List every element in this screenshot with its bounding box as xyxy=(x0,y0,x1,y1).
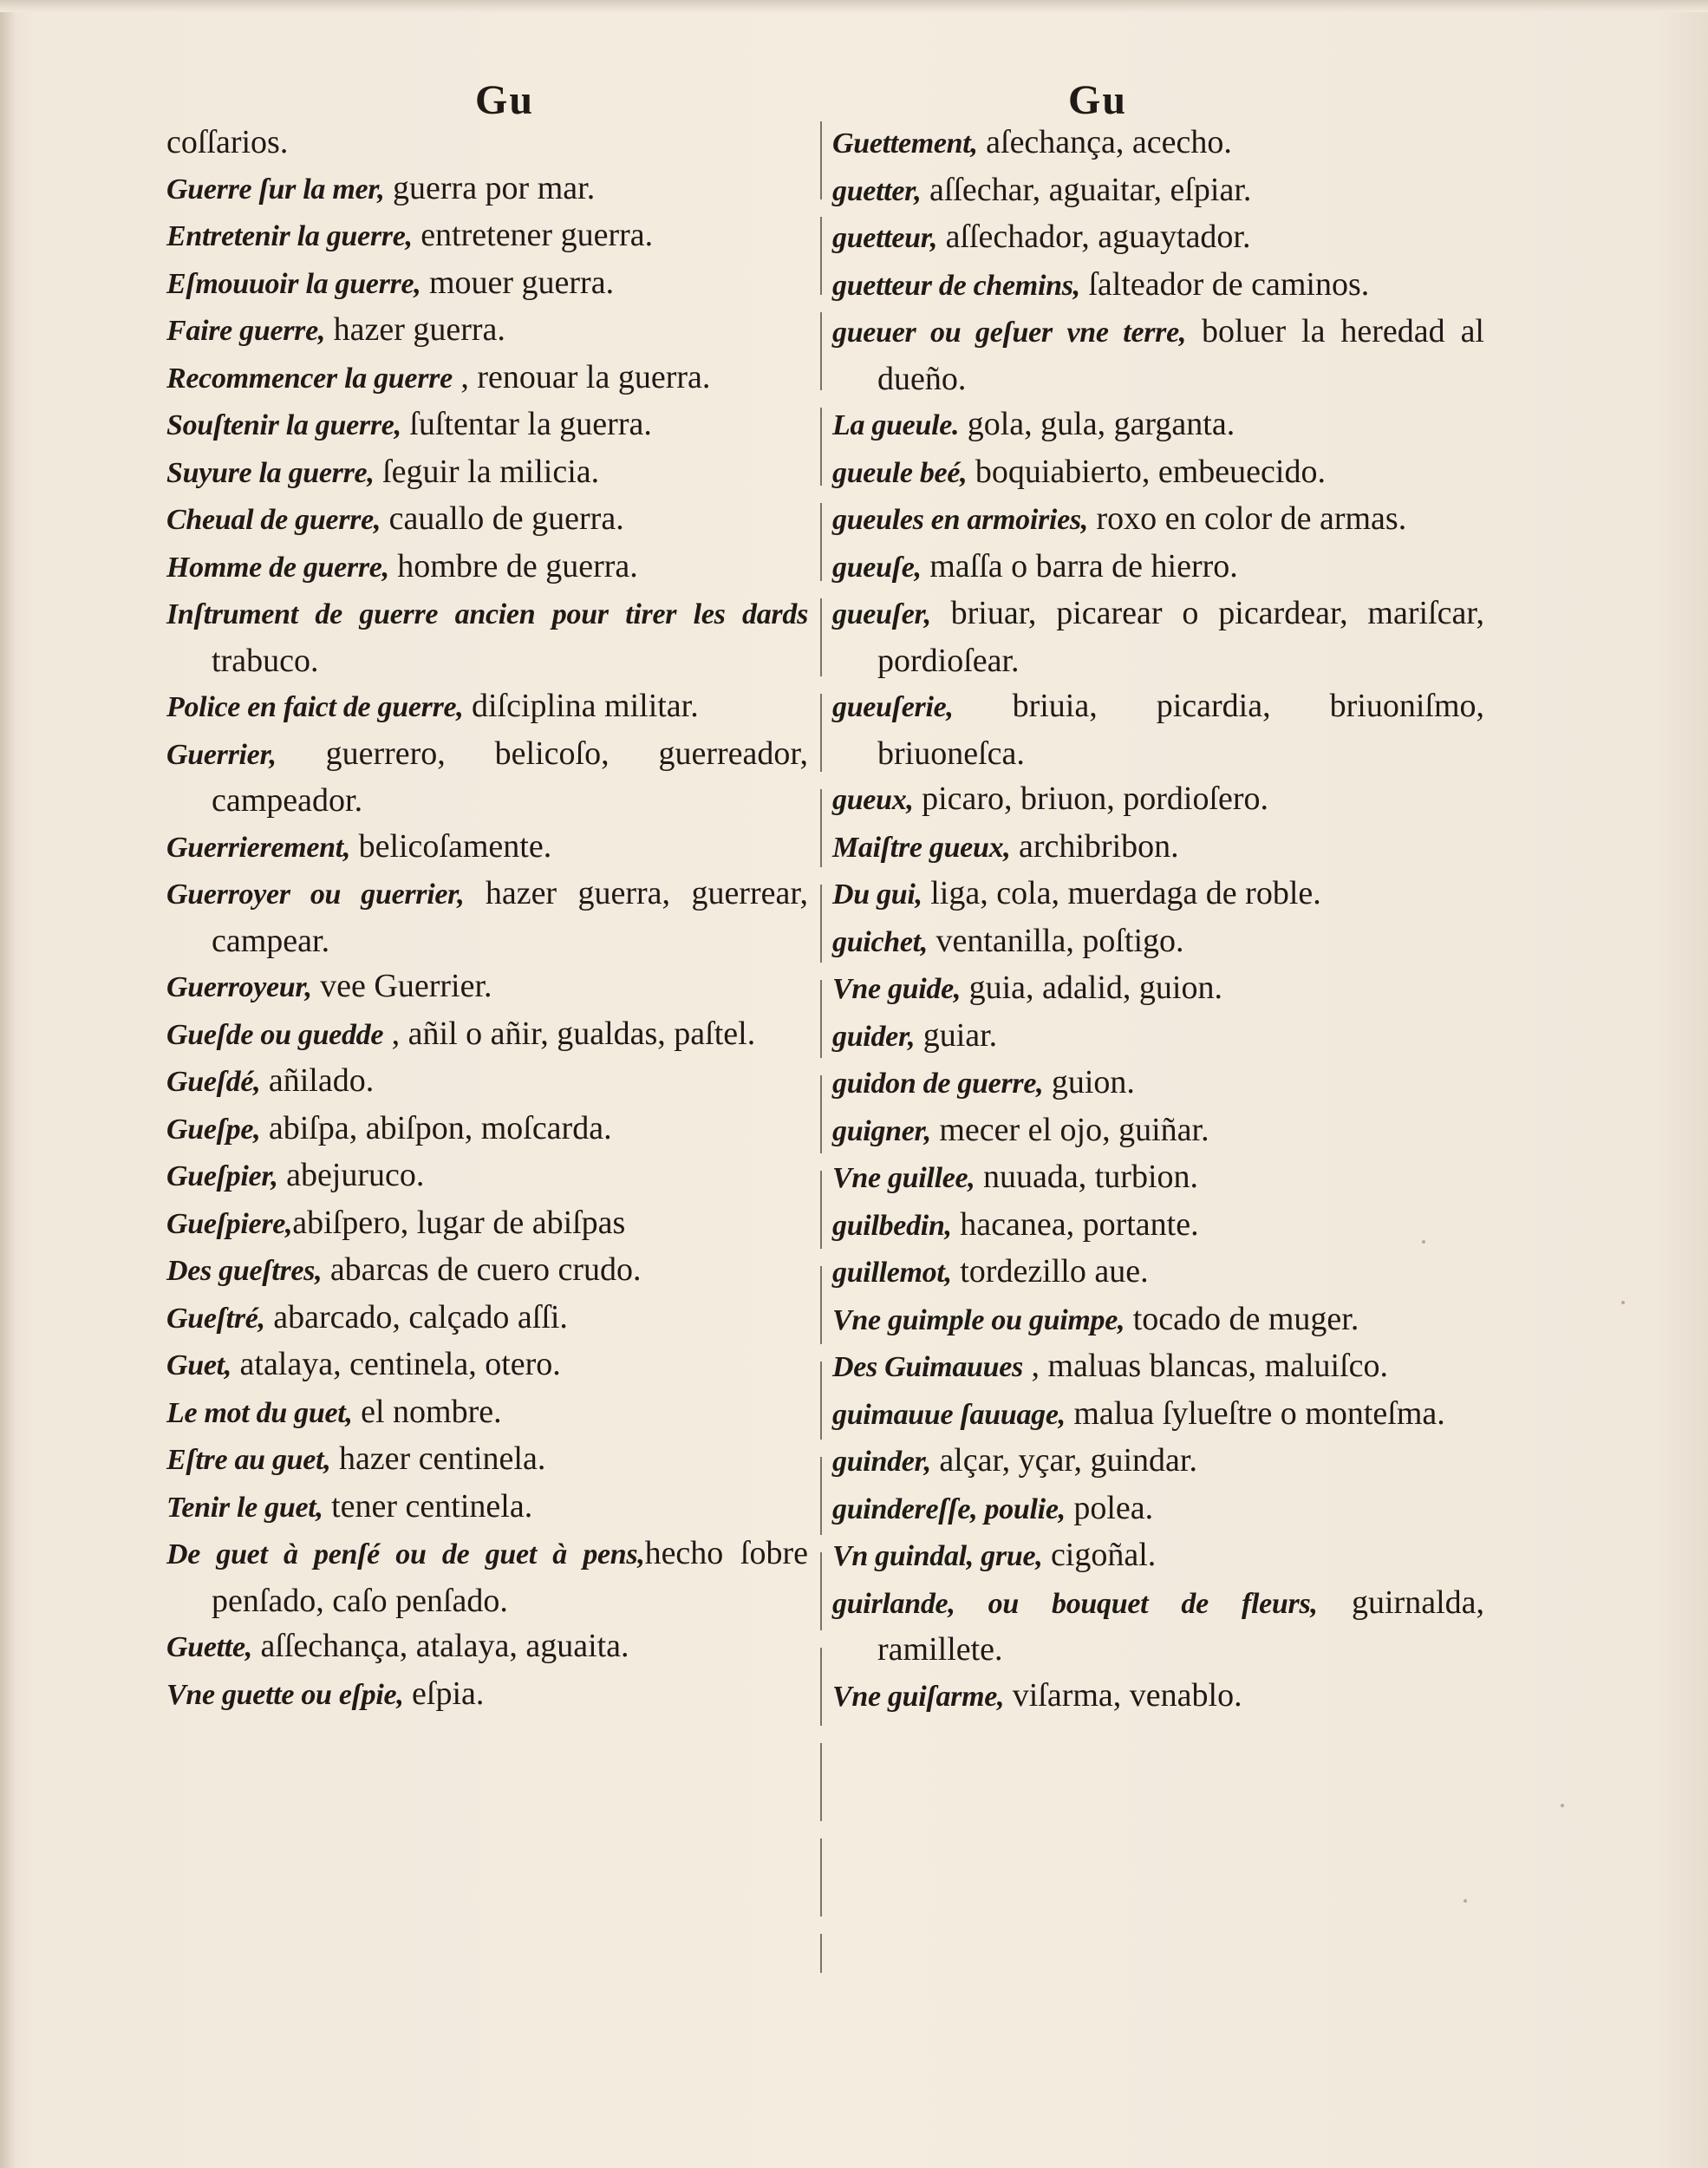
entry-headword: Gueſpe, xyxy=(166,1113,261,1146)
entry-definition: , renouar la guerra. xyxy=(452,358,711,395)
dictionary-entry xyxy=(166,1106,808,1153)
dictionary-entry xyxy=(832,1249,1484,1296)
dictionary-entry xyxy=(166,1342,808,1389)
entry-headword: Gueſpier, xyxy=(166,1160,278,1192)
dictionary-entry xyxy=(832,1486,1484,1533)
entry-definition: briuar, picarear o picardear, mariſcar, pordioſear. xyxy=(877,595,1484,679)
entry-headword: Des gueſtres, xyxy=(166,1255,323,1287)
dictionary-entry xyxy=(832,1391,1484,1439)
entry-headword: guirlande, ou bouquet de fleurs, xyxy=(832,1587,1318,1620)
entry-definition: el nombre. xyxy=(352,1393,502,1430)
entry-headword: Le mot du guet, xyxy=(166,1396,353,1429)
entry-headword: guigner, xyxy=(832,1114,931,1147)
dictionary-entry xyxy=(832,1532,1484,1580)
entry-definition: eſpia. xyxy=(403,1675,485,1712)
entry-definition: aſechança, acecho. xyxy=(977,124,1232,160)
dictionary-entry xyxy=(166,1011,808,1059)
entry-headword: Vne guide, xyxy=(832,973,962,1005)
entry-headword: guetteur, xyxy=(832,222,938,254)
entry-definition: maſſa o barra de hierro. xyxy=(921,547,1238,584)
dictionary-entry xyxy=(166,1247,808,1295)
entry-headword: Souſtenir la guerre, xyxy=(166,409,401,441)
entry-headword: gueuſe, xyxy=(832,551,922,584)
dictionary-entry xyxy=(832,871,1484,918)
dictionary-entry xyxy=(166,449,808,497)
entry-headword: guider, xyxy=(832,1020,916,1053)
dictionary-entry xyxy=(832,214,1484,262)
dictionary-entry xyxy=(832,1673,1484,1721)
dictionary-entry xyxy=(832,262,1484,310)
entry-definition: ſuſtentar la guerra. xyxy=(401,406,652,442)
entry-definition: viſarma, venablo. xyxy=(1004,1676,1242,1714)
entry-headword: guillemot, xyxy=(832,1257,952,1289)
dictionary-entry xyxy=(166,402,808,449)
dictionary-entry xyxy=(832,591,1484,683)
entry-headword: Eſmouuoir la guerre, xyxy=(166,267,421,300)
dictionary-entry xyxy=(166,120,808,166)
entry-definition: archibribon. xyxy=(1010,827,1179,865)
entry-definition: , maluas blancas, maluiſco. xyxy=(1022,1348,1389,1384)
entry-headword: guetteur de chemins, xyxy=(832,269,1080,302)
dictionary-entry xyxy=(832,1296,1484,1344)
dictionary-entry xyxy=(166,1058,808,1106)
entry-headword: gueule beé, xyxy=(832,456,968,489)
entry-headword: Guette, xyxy=(166,1631,252,1663)
entry-definition: abiſpero, lugar de abiſpas xyxy=(292,1204,626,1241)
entry-headword: guimauue ſauuage, xyxy=(832,1398,1066,1431)
entry-headword: Guerre ſur la mer, xyxy=(166,173,385,206)
entry-definition: tener centinela. xyxy=(323,1487,533,1525)
entry-definition: mecer el ojo, guiñar. xyxy=(930,1111,1209,1148)
dictionary-entry xyxy=(166,1623,808,1671)
column-divider xyxy=(820,121,822,1973)
dictionary-entry xyxy=(832,918,1484,966)
entry-definition: abarcas de cuero crudo. xyxy=(322,1251,642,1288)
entry-definition: entretener guerra. xyxy=(412,217,654,253)
entry-definition: guia, adalid, guion. xyxy=(961,970,1222,1006)
entry-headword: Maiſtre gueux, xyxy=(832,831,1011,864)
dictionary-entry xyxy=(166,824,808,872)
dictionary-entry xyxy=(166,683,808,731)
dictionary-entry xyxy=(832,1343,1484,1391)
entry-definition: nuuada, turbion. xyxy=(975,1159,1199,1195)
dictionary-entry xyxy=(166,1389,808,1437)
entry-definition: hombre de guerra. xyxy=(388,547,638,584)
dictionary-entry xyxy=(832,965,1484,1013)
entry-definition: polea. xyxy=(1065,1489,1154,1526)
dictionary-entry xyxy=(832,1438,1484,1486)
dictionary-entry xyxy=(832,1580,1484,1673)
entry-headword: Tenir le guet, xyxy=(166,1491,323,1524)
running-head-left: Gu xyxy=(475,77,535,123)
entry-headword: Guerroyeur, xyxy=(166,971,312,1003)
dictionary-entry xyxy=(166,591,808,683)
entry-definition: hazer centinela. xyxy=(330,1440,546,1477)
entry-definition: alçar, yçar, guindar. xyxy=(930,1442,1197,1479)
entry-definition: trabuco. xyxy=(212,642,319,679)
entry-headword: Suyure la guerre, xyxy=(166,456,375,489)
entry-headword: Du gui, xyxy=(832,878,922,911)
entry-definition: boquiabierto, embeuecido. xyxy=(967,453,1326,490)
entry-definition: malua ſylueſtre o monteſma. xyxy=(1065,1394,1445,1432)
entry-definition: tocado de muger. xyxy=(1125,1300,1359,1337)
page-edge-left xyxy=(0,0,16,2168)
dictionary-entry xyxy=(166,1436,808,1484)
dictionary-entry xyxy=(832,683,1484,776)
entry-definition: abejuruco. xyxy=(277,1157,425,1193)
entry-headword: gueux, xyxy=(832,784,914,816)
entry-headword: La gueule. xyxy=(832,409,960,441)
entry-headword: Faire guerre, xyxy=(166,315,326,347)
dictionary-entry xyxy=(832,1060,1484,1107)
entry-headword: Eſtre au guet, xyxy=(166,1444,331,1476)
entry-headword: guetter, xyxy=(832,174,922,207)
dictionary-entry xyxy=(832,167,1484,215)
entry-headword: Guettement, xyxy=(832,127,978,160)
entry-headword: Gueſtré, xyxy=(166,1302,265,1335)
entry-definition: boluer la heredad al dueño. xyxy=(877,313,1484,397)
entry-definition: aſſechar, aguaitar, eſpiar. xyxy=(921,171,1252,208)
dictionary-entry xyxy=(166,1153,808,1200)
dictionary-entry xyxy=(166,963,808,1011)
entry-definition: briuia, picardia, briuoniſmo, briuoneſca. xyxy=(877,688,1484,772)
entry-headword: guichet, xyxy=(832,925,928,958)
entry-headword: guidon de guerre, xyxy=(832,1068,1044,1100)
entry-definition: liga, cola, muerdaga de roble. xyxy=(922,875,1321,911)
page-edge-top xyxy=(0,0,1708,12)
entry-headword: Gueſdé, xyxy=(166,1066,261,1098)
entry-headword: gueuer ou geſuer vne terre, xyxy=(832,317,1187,349)
entry-definition: aſſechador, aguaytador. xyxy=(937,219,1251,255)
entry-headword: gueuſerie, xyxy=(832,691,954,723)
dictionary-entry xyxy=(832,402,1484,449)
entry-definition: guerrero, belicoſo, guerreador, campeador. xyxy=(212,735,808,819)
entry-definition: ſalteador de caminos. xyxy=(1079,265,1370,303)
entry-definition: vee Guerrier. xyxy=(311,968,492,1004)
entry-definition: guirnalda, ramillete. xyxy=(877,1584,1484,1668)
dictionary-entry xyxy=(832,824,1484,872)
entry-headword: Gueſpiere, xyxy=(166,1207,293,1240)
dictionary-entry xyxy=(166,355,808,402)
entry-definition: hecho ſobre penſado, caſo penſado. xyxy=(212,1535,809,1619)
entry-definition: , añil o añir, gualdas, paſtel. xyxy=(383,1015,756,1052)
dictionary-entry xyxy=(166,496,808,544)
entry-definition: tordezillo aue. xyxy=(951,1253,1149,1290)
entry-headword: Gueſde ou guedde xyxy=(166,1018,384,1051)
entry-headword: Inſtrument de guerre ancien pour tirer les dards xyxy=(166,598,808,630)
running-head-right: Gu xyxy=(1068,77,1128,123)
entry-headword: Vne guette ou eſpie, xyxy=(166,1678,404,1711)
right-column xyxy=(832,120,1484,2028)
dictionary-entry xyxy=(166,307,808,355)
entry-definition: hazer guerra, guerrear, campear. xyxy=(212,875,808,959)
entry-definition: atalaya, centinela, otero. xyxy=(231,1346,561,1382)
entry-headword: guindereſſe, poulie, xyxy=(832,1492,1066,1525)
dictionary-entry xyxy=(166,731,808,824)
entry-definition: abarcado, calçado aſſi. xyxy=(264,1298,568,1335)
entry-headword: Guerrierement, xyxy=(166,831,351,864)
entry-definition: roxo en color de armas. xyxy=(1088,500,1407,537)
dictionary-entry xyxy=(832,449,1484,497)
entry-definition: guerra por mar. xyxy=(384,169,596,206)
dictionary-entry xyxy=(832,496,1484,544)
dictionary-entry xyxy=(166,1531,808,1623)
entry-headword: Vne guimple ou guimpe, xyxy=(832,1303,1125,1336)
entry-headword: Vn guindal, grue, xyxy=(832,1540,1043,1572)
entry-definition: guion. xyxy=(1043,1064,1135,1100)
dictionary-entry xyxy=(166,212,808,260)
entry-definition: diſciplina militar. xyxy=(463,688,699,724)
dictionary-entry xyxy=(832,544,1484,591)
dictionary-entry xyxy=(166,166,808,213)
entry-definition: cigoñal. xyxy=(1042,1537,1157,1573)
entry-definition: belicoſamente. xyxy=(350,827,552,865)
entry-headword: guilbedin, xyxy=(832,1209,952,1242)
entry-definition: cauallo de guerra. xyxy=(381,500,624,537)
entry-headword: Recommencer la guerre xyxy=(166,362,453,395)
entry-definition: coſſarios. xyxy=(166,124,289,160)
entry-headword: Cheual de guerre, xyxy=(166,504,381,536)
entry-headword: Entretenir la guerre, xyxy=(166,220,413,252)
dictionary-entry xyxy=(832,1013,1484,1061)
entry-headword: Police en faict de guerre, xyxy=(166,691,464,723)
dictionary-entry xyxy=(832,120,1484,167)
entry-headword: guinder, xyxy=(832,1446,931,1478)
entry-headword: Vne guillee, xyxy=(832,1162,975,1194)
left-column xyxy=(166,120,808,2028)
entry-headword: De guet à penſé ou de guet à pens, xyxy=(166,1538,645,1570)
entry-headword: Guerroyer ou guerrier, xyxy=(166,878,465,911)
dictionary-entry xyxy=(166,1484,808,1531)
dictionary-entry xyxy=(166,871,808,963)
entry-definition: gola, gula, garganta. xyxy=(959,406,1235,442)
dictionary-entry xyxy=(832,1202,1484,1250)
entry-headword: gueules en armoiries, xyxy=(832,504,1089,536)
dictionary-entry xyxy=(832,1154,1484,1202)
dictionary-entry xyxy=(166,1671,808,1719)
entry-definition: hacanea, portante. xyxy=(951,1205,1199,1243)
entry-definition: aſſechança, atalaya, aguaita. xyxy=(251,1628,629,1664)
dictionary-entry xyxy=(166,1200,808,1248)
entry-headword: Homme de guerre, xyxy=(166,551,389,584)
dictionary-entry xyxy=(832,309,1484,402)
entry-headword: gueuſer, xyxy=(832,598,931,630)
entry-headword: Des Guimauues xyxy=(832,1351,1023,1383)
entry-definition: ſeguir la milicia. xyxy=(374,453,600,490)
entry-definition: guiar. xyxy=(915,1016,998,1054)
dictionary-entry xyxy=(166,544,808,591)
entry-definition: mouer guerra. xyxy=(420,264,615,301)
entry-headword: Vne guiſarme, xyxy=(832,1680,1005,1713)
entry-headword: Guerrier, xyxy=(166,738,277,771)
entry-definition: ventanilla, poſtigo. xyxy=(928,922,1184,959)
entry-headword: Guet, xyxy=(166,1349,232,1381)
dictionary-entry xyxy=(832,776,1484,824)
entry-definition: hazer guerra. xyxy=(325,311,505,348)
entry-definition: añilado. xyxy=(260,1062,375,1099)
entry-definition: picaro, briuon, pordioſero. xyxy=(913,780,1269,817)
dictionary-entry xyxy=(166,260,808,308)
dictionary-entry xyxy=(832,1107,1484,1155)
entry-definition: abiſpa, abiſpon, moſcarda. xyxy=(260,1109,612,1146)
dictionary-entry xyxy=(166,1295,808,1342)
